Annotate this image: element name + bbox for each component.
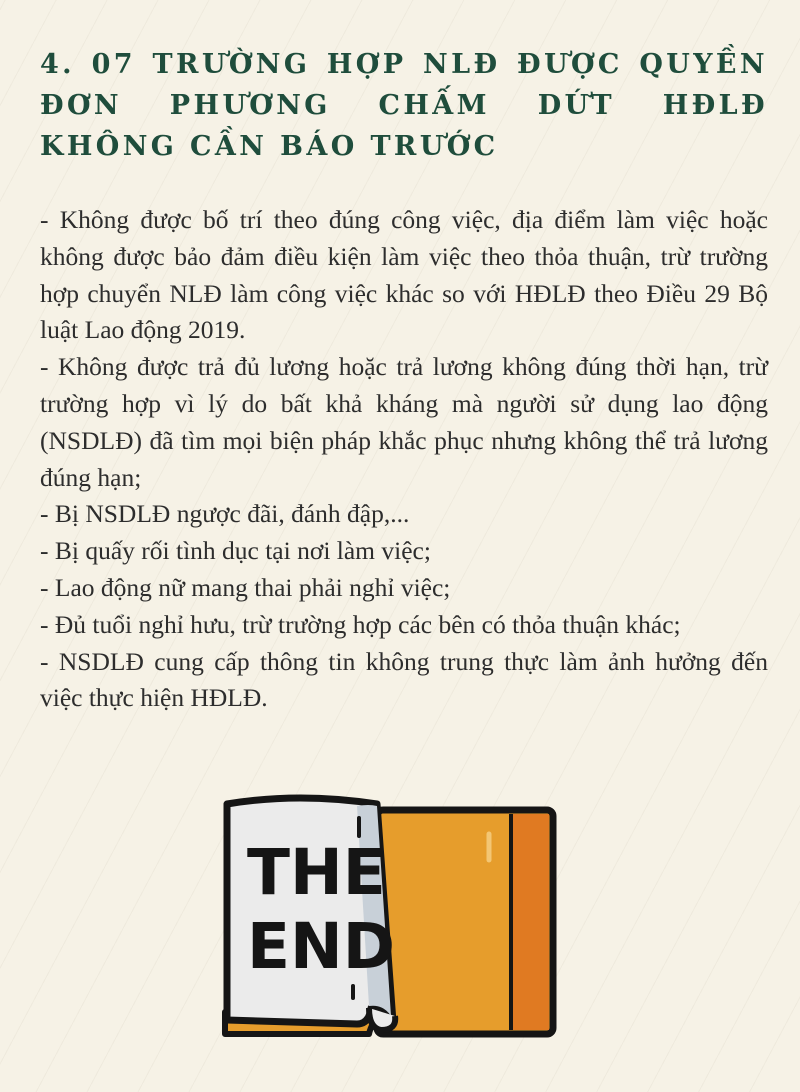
- the-end-line2: END: [247, 910, 396, 983]
- list-item: - Bị quấy rối tình dục tại nơi làm việc;: [40, 536, 431, 566]
- open-book-icon: [219, 790, 561, 1042]
- the-end-line1: THE: [247, 836, 386, 909]
- section-heading: 4. 07 TRƯỜNG HỢP NLĐ ĐƯỢC QUYỀN ĐƠN PHƯƠNG CHẤM DỨT HĐLĐ KHÔNG CẦN BÁO TRƯỚC: [40, 49, 768, 162]
- list-item: - Không được trả đủ lương hoặc trả lương không đúng thời hạn, trừ trường hợp vì lý do bất khả kháng mà người sử dụng lao động (NSDLĐ) đã tìm mọi biện pháp khắc phục nhưng không thể trả lương đúng hạn;: [40, 352, 768, 492]
- list-item: - Bị NSDLĐ ngược đãi, đánh đập,...: [40, 499, 410, 529]
- body-text: [40, 202, 768, 717]
- list-item: - Lao động nữ mang thai phải nghỉ việc;: [40, 572, 451, 602]
- book-spine: [511, 814, 549, 1030]
- list-item: - Đủ tuổi nghỉ hưu, trừ trường hợp các bên có thỏa thuận khác;: [40, 609, 681, 639]
- list-item: - NSDLĐ cung cấp thông tin không trung thực làm ảnh hưởng đến việc thực hiện HĐLĐ.: [40, 646, 768, 713]
- list-item: - Không được bố trí theo đúng công việc, địa điểm làm việc hoặc không được bảo đảm điều kiện làm việc theo thỏa thuận, trừ trường hợp chuyển NLĐ làm công việc khác so với HĐLĐ theo Điều 29 Bộ luật Lao động 2019.: [40, 205, 768, 345]
